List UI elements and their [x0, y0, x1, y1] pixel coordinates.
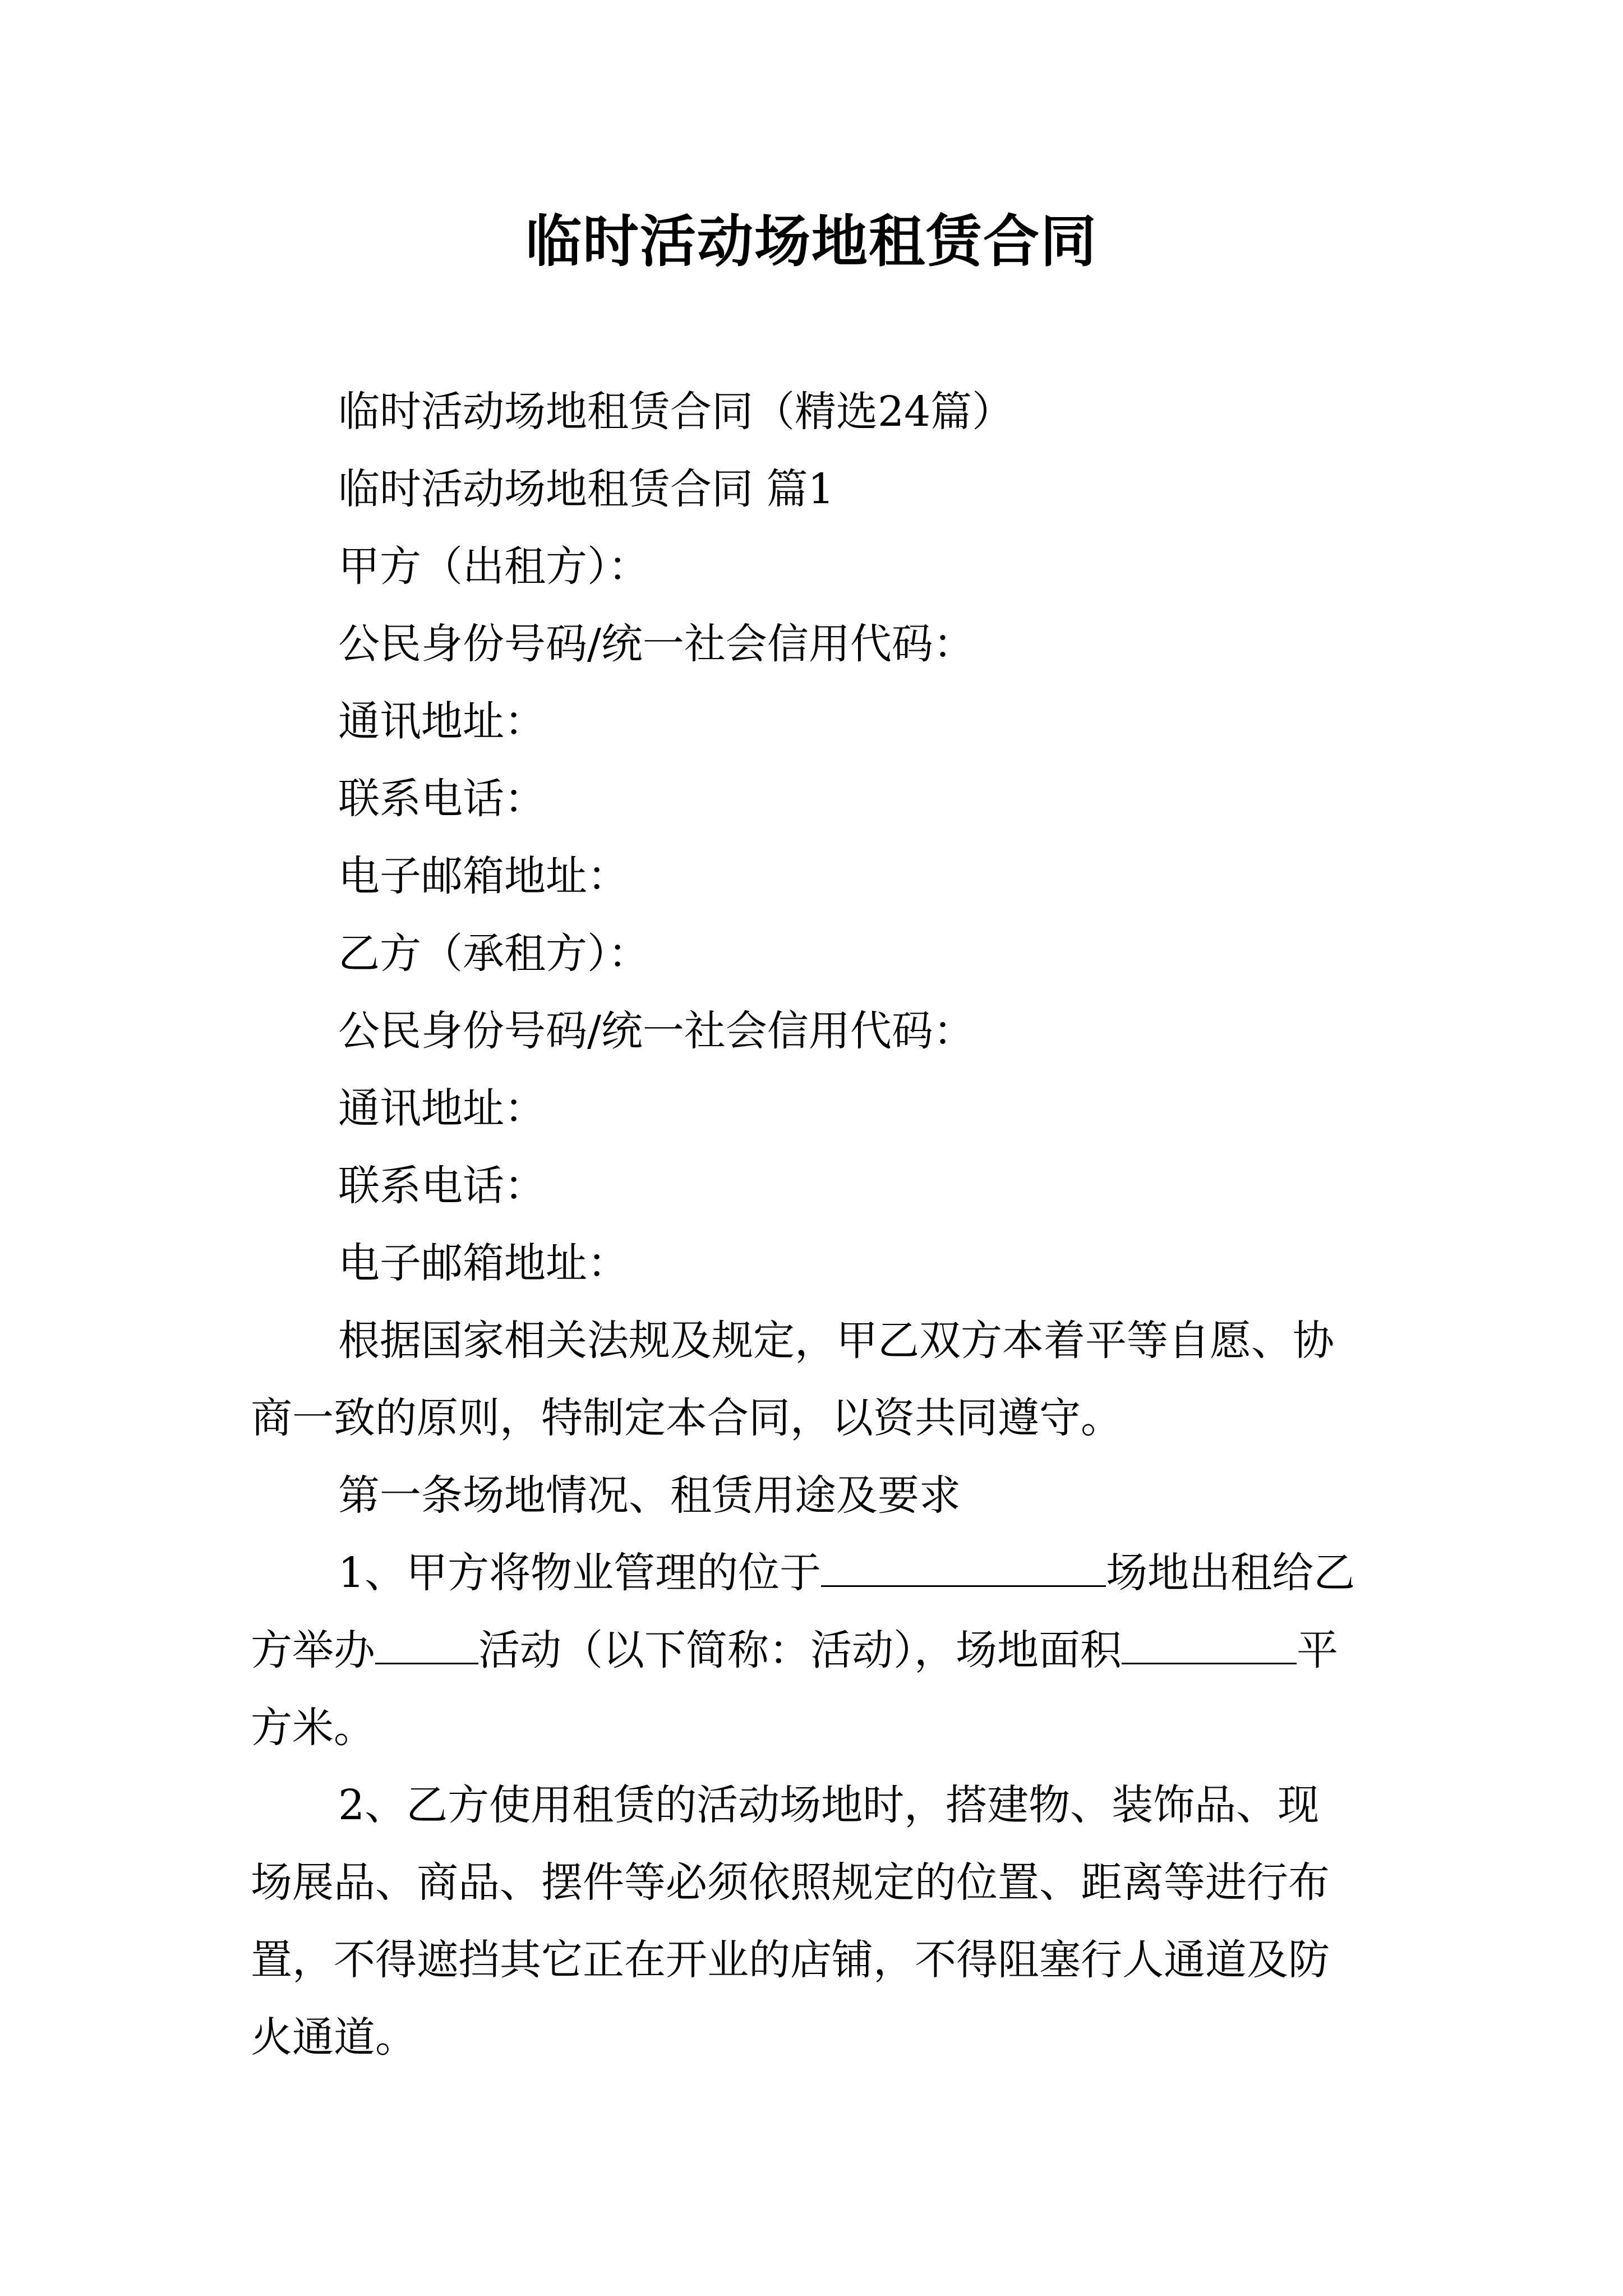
party-a-id-field: 公民身份号码/统一社会信用代码： [338, 620, 975, 668]
clause-1-line-2 [251, 1612, 1389, 1689]
party-a-phone-field: 联系电话： [338, 775, 546, 823]
area-blank [1122, 1612, 1297, 1664]
clause-1-line-3: 方米。 [251, 1704, 375, 1752]
subtitle-line: 临时活动场地租赁合同（精选24篇） [338, 388, 1014, 436]
section-heading: 临时活动场地租赁合同 篇1 [338, 465, 834, 513]
document-title: 临时活动场地租赁合同 [525, 208, 1098, 274]
location-blank [821, 1535, 1106, 1587]
clause-2-line-2: 场展品、商品、摆件等必须依照规定的位置、距离等进行布 [251, 1858, 1330, 1907]
party-a-address-field: 通讯地址： [338, 697, 546, 746]
clause-1-text-b: 场地出租给乙 [1106, 1549, 1355, 1597]
party-a-email-field: 电子邮箱地址： [338, 852, 629, 900]
party-b-phone-field: 联系电话： [338, 1162, 546, 1210]
clause-2-line-4: 火通道。 [251, 2013, 417, 2062]
clause-1-text-a: 1、甲方将物业管理的位于 [338, 1549, 822, 1597]
document-body [251, 373, 1389, 2076]
party-a-label: 甲方（出租方）： [338, 542, 649, 591]
party-b-id-field: 公民身份号码/统一社会信用代码： [338, 1007, 975, 1055]
party-b-label: 乙方（承租方）： [338, 930, 649, 978]
preamble-line-1: 根据国家相关法规及规定，甲乙双方本着平等自愿、协 [338, 1317, 1334, 1365]
clause-1-text-d: 活动（以下简称：活动），场地面积 [478, 1626, 1122, 1674]
clause-2-line-3: 置，不得遮挡其它正在开业的店铺，不得阻塞行人通道及防 [251, 1936, 1330, 1984]
clause-1-text-e: 平 [1297, 1626, 1338, 1674]
party-b-email-field: 电子邮箱地址： [338, 1239, 629, 1287]
activity-blank [375, 1612, 478, 1664]
party-b-address-field: 通讯地址： [338, 1084, 546, 1133]
article-1-heading: 第一条场地情况、租赁用途及要求 [338, 1471, 961, 1520]
preamble-line-2: 商一致的原则，特制定本合同，以资共同遵守。 [251, 1394, 1122, 1442]
clause-1-line-1 [251, 1534, 1389, 1612]
clause-2-line-1: 2、乙方使用租赁的活动场地时，搭建物、装饰品、现 [338, 1781, 1320, 1829]
clause-1-text-c: 方举办 [251, 1626, 375, 1674]
